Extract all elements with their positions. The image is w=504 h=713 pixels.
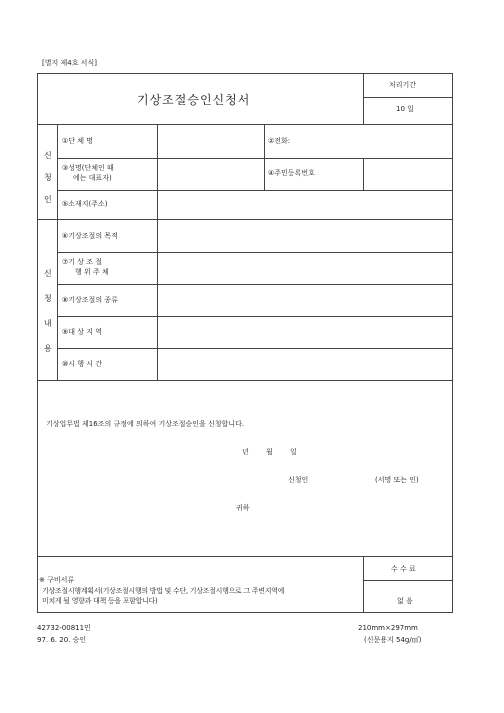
rule bbox=[37, 124, 453, 125]
form-title: 기상조절승인신청서 bbox=[137, 93, 251, 107]
side-char: 청 bbox=[44, 294, 52, 303]
name-label-line2: 에는 대표자) bbox=[73, 174, 112, 182]
applicant-side-label bbox=[44, 150, 52, 205]
rule bbox=[57, 124, 58, 380]
contents-side-label bbox=[44, 268, 52, 354]
executor-label-line1: ⑦기 상 조 절 bbox=[62, 258, 102, 266]
footer-approved: 97. 6. 20. 승인 bbox=[37, 636, 87, 644]
footer-code: 42732-00811민 bbox=[37, 624, 91, 632]
rule bbox=[363, 97, 453, 98]
attachments-header: ※ 구비서류 bbox=[39, 576, 75, 584]
rule bbox=[37, 219, 453, 220]
side-char: 신 bbox=[44, 269, 52, 278]
resident-no-label: ④주민등록번호 bbox=[268, 169, 315, 177]
name-label-line1: ③성명(단체인 때 bbox=[62, 164, 114, 172]
rule bbox=[363, 580, 453, 581]
signature-label: (서명 또는 인) bbox=[375, 476, 419, 484]
rule bbox=[157, 124, 158, 380]
footer-size: 210mm×297mm bbox=[358, 624, 418, 632]
phone-label: ②전화: bbox=[268, 137, 291, 145]
org-name-label: ①단 체 명 bbox=[62, 137, 94, 145]
area-label: ⑨대 상 지 역 bbox=[62, 328, 102, 336]
rule bbox=[37, 380, 453, 381]
rule bbox=[57, 158, 453, 159]
rule bbox=[363, 158, 364, 190]
side-char: 신 bbox=[44, 151, 52, 160]
rule bbox=[57, 316, 453, 317]
side-char: 인 bbox=[44, 195, 52, 204]
side-char: 용 bbox=[44, 344, 52, 353]
time-label: ⑩시 행 시 간 bbox=[62, 360, 102, 368]
processing-period-value: 10 일 bbox=[396, 105, 414, 113]
rule bbox=[57, 284, 453, 285]
rule bbox=[37, 556, 453, 557]
rule bbox=[57, 190, 453, 191]
rule bbox=[363, 556, 364, 613]
side-char: 내 bbox=[44, 319, 52, 328]
processing-period-label: 처리기간 bbox=[389, 81, 417, 89]
fee-label: 수 수 료 bbox=[391, 565, 416, 573]
rule bbox=[57, 348, 453, 349]
statement-text: 기상업무법 제16조의 규정에 의하여 기상조절승인을 신청합니다. bbox=[46, 420, 245, 428]
address-label: ⑤소재지(주소) bbox=[62, 200, 108, 208]
side-char: 청 bbox=[44, 173, 52, 182]
footer-paper: (신문용지 54g/㎡) bbox=[364, 636, 422, 644]
executor-label-line2: 행 위 주 체 bbox=[75, 268, 109, 276]
form-border bbox=[37, 73, 453, 613]
rule bbox=[363, 73, 364, 124]
rule bbox=[264, 124, 265, 190]
form-label: [별지 제4호 서식] bbox=[42, 59, 97, 67]
rule bbox=[57, 252, 453, 253]
applicant-sign-label: 신청인 bbox=[288, 476, 309, 484]
purpose-label: ⑥기상조절의 목적 bbox=[62, 232, 118, 240]
attachments-line1: 기상조절시행계획서(기상조절시행의 방법 및 수단, 기상조절시행으로 그 주변지역에 bbox=[42, 587, 285, 595]
addressee-label: 귀하 bbox=[236, 504, 250, 512]
attachments-line2: 미치게 될 영향과 대책 등을 포함합니다) bbox=[42, 597, 158, 605]
date-line: 년 월 일 bbox=[242, 448, 297, 456]
fee-value: 없 음 bbox=[397, 597, 413, 605]
kind-label: ⑧기상조절의 종류 bbox=[62, 296, 118, 304]
